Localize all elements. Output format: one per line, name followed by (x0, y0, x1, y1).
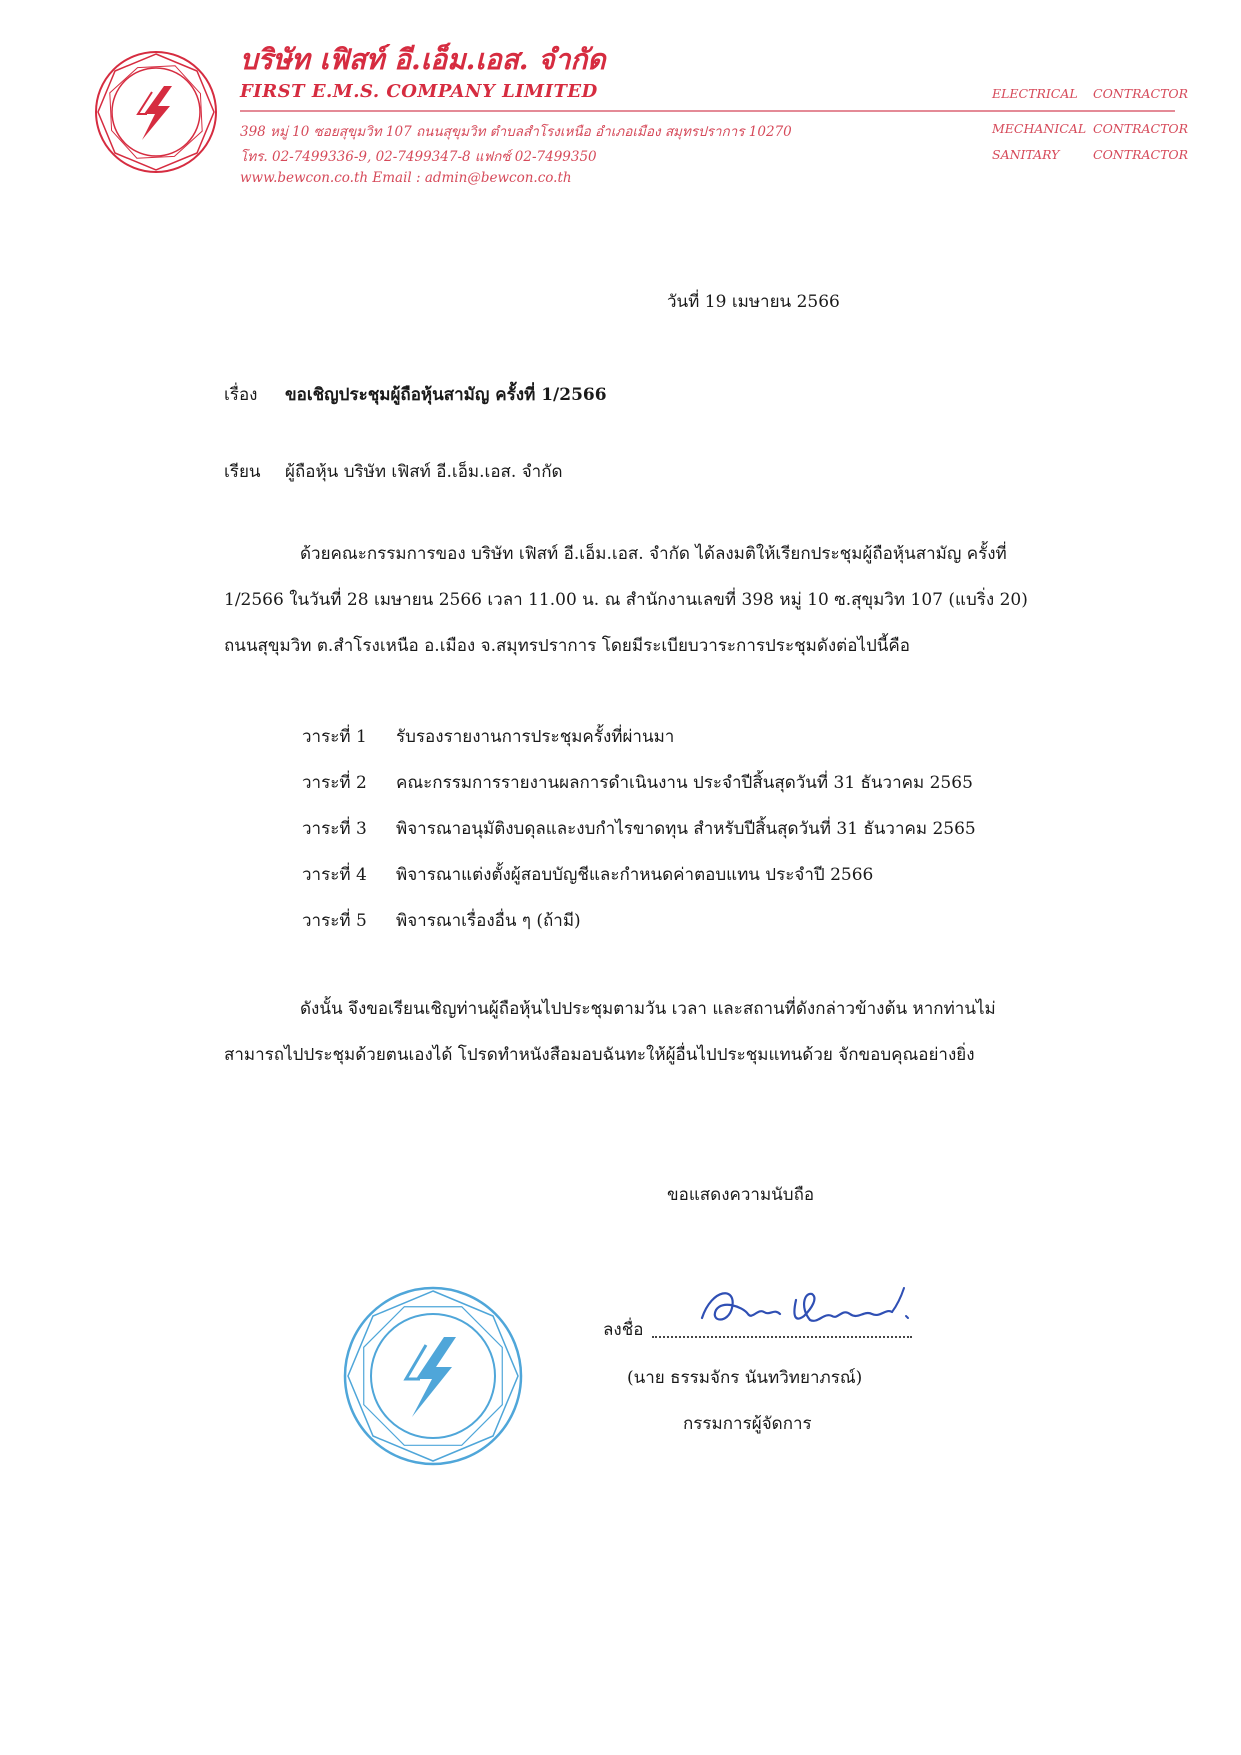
service-right: CONTRACTOR (1093, 121, 1189, 136)
service-right: CONTRACTOR (1093, 86, 1189, 101)
letterhead-divider (240, 110, 1175, 112)
paragraph-line: ด้วยคณะกรรมการของ บริษัท เฟิสท์ อี.เอ็ม.เอส. จำกัด ได้ลงมติให้เรียกประชุมผู้ถือหุ้นสามัญ ครั้งที่ (300, 544, 1007, 564)
letter-date: วันที่ 19 เมษายน 2566 (667, 292, 840, 312)
service-right: CONTRACTOR (1093, 147, 1189, 162)
recipient-text: ผู้ถือหุ้น บริษัท เฟิสท์ อี.เอ็ม.เอส. จำกัด (285, 462, 563, 482)
company-phone: โทร. 02-7499336-9, 02-7499347-8 แฟกซ์ 02-7499350 (240, 149, 597, 165)
service-left: ELECTRICAL (992, 86, 1078, 101)
company-logo (92, 48, 220, 176)
company-name-thai: บริษัท เฟิสท์ อี.เอ็ม.เอส. จำกัด (240, 43, 606, 76)
closing-text: ขอแสดงความนับถือ (667, 1185, 815, 1205)
agenda-text: รับรองรายงานการประชุมครั้งที่ผ่านมา (396, 727, 675, 747)
agenda-label: วาระที่ 4 (302, 865, 367, 885)
signer-title: กรรมการผู้จัดการ (683, 1414, 812, 1434)
service-left: MECHANICAL (992, 121, 1087, 136)
service-left: SANITARY (992, 147, 1060, 162)
paragraph-line: ถนนสุขุมวิท ต.สำโรงเหนือ อ.เมือง จ.สมุทรปราการ โดยมีระเบียบวาระการประชุมดังต่อไปนี้คือ (224, 636, 910, 656)
paragraph-line: 1/2566 ในวันที่ 28 เมษายน 2566 เวลา 11.00 น. ณ สำนักงานเลขที่ 398 หมู่ 10 ซ.สุขุมวิท 107 (แบริ่ง 20) (224, 590, 1028, 610)
agenda-label: วาระที่ 3 (302, 819, 367, 839)
agenda-text: พิจารณาเรื่องอื่น ๆ (ถ้ามี) (396, 911, 581, 931)
agenda-label: วาระที่ 2 (302, 773, 367, 793)
agenda-label: วาระที่ 5 (302, 911, 367, 931)
paragraph-line: ดังนั้น จึงขอเรียนเชิญท่านผู้ถือหุ้นไปประชุมตามวัน เวลา และสถานที่ดังกล่าวข้างต้น หากท่านไม่ (300, 999, 996, 1019)
agenda-text: พิจารณาแต่งตั้งผู้สอบบัญชีและกำหนดค่าตอบแทน ประจำปี 2566 (396, 865, 874, 885)
company-address: 398 หมู่ 10 ซอยสุขุมวิท 107 ถนนสุขุมวิท ตำบลสำโรงเหนือ อำเภอเมือง สมุทรปราการ 10270 (240, 124, 792, 140)
agenda-text: พิจารณาอนุมัติงบดุลและงบกำไรขาดทุน สำหรับปีสิ้นสุดวันที่ 31 ธันวาคม 2565 (396, 819, 976, 839)
paragraph-line: สามารถไปประชุมด้วยตนเองได้ โปรดทำหนังสือมอบฉันทะให้ผู้อื่นไปประชุมแทนด้วย จักขอบคุณอย่างยิ่ง (224, 1045, 975, 1065)
company-web-email: www.bewcon.co.th Email : admin@bewcon.co.th (240, 170, 572, 186)
subject-text: ขอเชิญประชุมผู้ถือหุ้นสามัญ ครั้งที่ 1/2566 (285, 385, 607, 405)
handwritten-signature (692, 1278, 922, 1338)
agenda-label: วาระที่ 1 (302, 727, 367, 747)
signer-name: (นาย ธรรมจักร นันทวิทยาภรณ์) (627, 1368, 863, 1388)
company-name-english: FIRST E.M.S. COMPANY LIMITED (240, 81, 598, 102)
signature-label: ลงชื่อ (603, 1320, 644, 1340)
recipient-label: เรียน (224, 462, 261, 482)
agenda-text: คณะกรรมการรายงานผลการดำเนินงาน ประจำปีสิ้นสุดวันที่ 31 ธันวาคม 2565 (396, 773, 973, 793)
company-seal (340, 1283, 526, 1469)
subject-label: เรื่อง (224, 385, 258, 405)
